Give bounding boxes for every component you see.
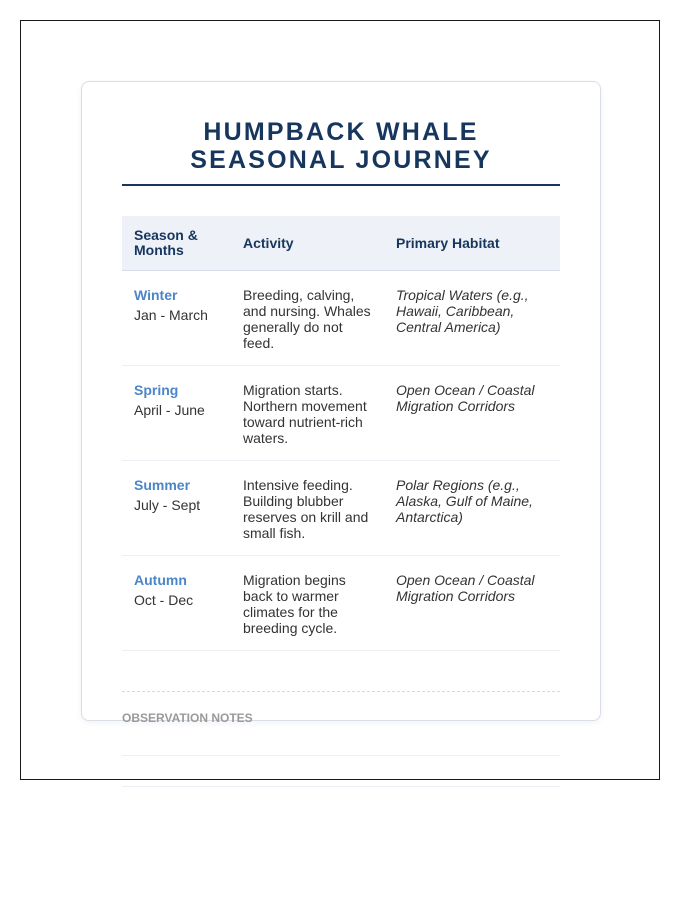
season-name: Spring [134, 381, 179, 398]
habitat-cell: Tropical Waters (e.g., Hawaii, Caribbean, Central America) [384, 270, 560, 365]
activity-cell: Intensive feeding. Building blubber reserves on krill and small fish. [231, 460, 384, 555]
table-row [122, 365, 560, 460]
table-row [122, 555, 560, 650]
habitat-cell: Open Ocean / Coastal Migration Corridors [384, 555, 560, 650]
activity-cell: Breeding, calving, and nursing. Whales generally do not feed. [231, 270, 384, 365]
activity-cell: Migration starts. Northern movement toward nutrient-rich waters. [231, 365, 384, 460]
document-content [122, 118, 560, 787]
activity-cell: Migration begins back to warmer climates for the breeding cycle. [231, 555, 384, 650]
observation-notes-label: OBSERVATION NOTES [122, 710, 253, 725]
table-header-row [122, 216, 560, 270]
season-cell [122, 365, 231, 460]
season-name: Summer [134, 476, 191, 493]
seasonal-journey-table [122, 216, 560, 651]
habitat-cell: Open Ocean / Coastal Migration Corridors [384, 365, 560, 460]
column-header-activity: Activity [231, 216, 384, 270]
notes-writing-line [122, 755, 560, 756]
season-months: July - Sept [134, 496, 201, 513]
season-cell [122, 460, 231, 555]
table-row [122, 270, 560, 365]
season-name: Autumn [134, 571, 187, 588]
season-months: Jan - March [134, 306, 208, 323]
notes-writing-line [122, 786, 560, 787]
column-header-season: Season & Months [122, 216, 231, 270]
season-name: Winter [134, 286, 178, 303]
notes-divider [122, 691, 560, 692]
season-months: April - June [134, 401, 205, 418]
column-header-habitat: Primary Habitat [384, 216, 560, 270]
table-row [122, 460, 560, 555]
page-title: HUMPBACK WHALE SEASONAL JOURNEY [122, 118, 560, 186]
habitat-cell: Polar Regions (e.g., Alaska, Gulf of Maine, Antarctica) [384, 460, 560, 555]
season-months: Oct - Dec [134, 591, 194, 608]
season-cell [122, 555, 231, 650]
season-cell [122, 270, 231, 365]
